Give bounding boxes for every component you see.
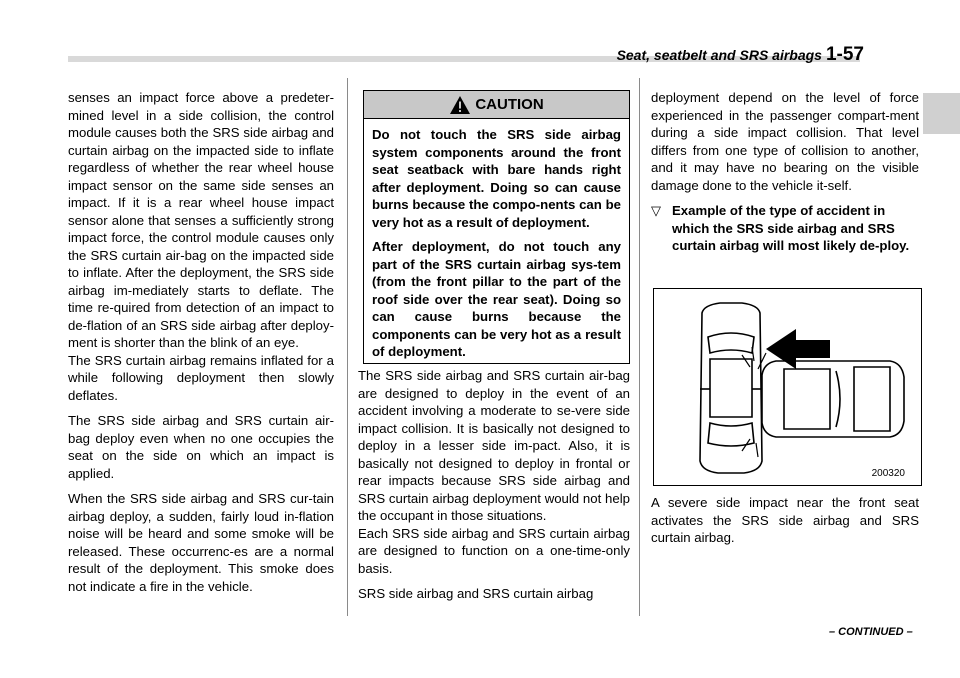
paragraph: A severe side impact near the front seat activates the SRS side airbag and SRS curtain airbag. bbox=[651, 495, 919, 545]
continued-label: – CONTINUED – bbox=[829, 626, 913, 638]
paragraph: When the SRS side airbag and SRS cur-tain airbag deploy, a sudden, fairly loud in-flation noise will be heard and some smoke will be released. These occurrenc-es are a normal result of the deployment. This smoke does not indicate a fire in the vehicle. bbox=[68, 491, 334, 594]
right-column bbox=[651, 89, 919, 263]
triangle-bullet-icon: ▽ bbox=[651, 203, 662, 218]
figure-number: 200320 bbox=[871, 468, 905, 479]
left-column bbox=[68, 89, 334, 603]
caution-paragraph: Do not touch the SRS side airbag system components around the front seat seatback with bare hands right after deployment. Doing so can cause burns because the compo-nents can be very hot as a result of deployment. bbox=[372, 127, 621, 230]
right-column-bottom bbox=[651, 494, 919, 555]
paragraph: The SRS side airbag and SRS curtain air-bag deploy even when no one occupies the seat on the side on which an impact is applied. bbox=[68, 413, 334, 481]
paragraph: SRS side airbag and SRS curtain airbag bbox=[358, 586, 594, 601]
column-divider-left bbox=[347, 78, 348, 616]
caution-heading: CAUTION bbox=[475, 96, 544, 113]
side-impact-illustration bbox=[654, 289, 921, 485]
running-header bbox=[617, 44, 864, 66]
paragraph: The SRS side airbag and SRS curtain air-bag are designed to deploy in the event of an accident involving a moderate to se-vere side impact collision. It is basically not designed to deploy in a lesser side im-pact. Also, it is basically not designed to deploy in frontal or rear impacts because SRS side airbag and SRS curtain airbag deployment would not help the occupant in those situations. bbox=[358, 368, 630, 523]
warning-triangle-icon bbox=[449, 95, 471, 115]
paragraph: The SRS curtain airbag remains inflated for a while following deployment then slowly deflates. bbox=[68, 352, 334, 403]
caution-header bbox=[364, 91, 629, 119]
example-heading-text: Example of the type of accident in which the SRS side airbag and SRS curtain airbag will most likely de-ploy. bbox=[672, 203, 910, 253]
middle-column bbox=[358, 367, 630, 611]
section-title: Seat, seatbelt and SRS airbags bbox=[616, 47, 822, 63]
paragraph: Each SRS side airbag and SRS curtain airbag are designed to function on a one-time-only basis. bbox=[358, 525, 630, 576]
paragraph: deployment depend on the level of force experienced in the passenger compart-ment during a side impact collision. That level differs from one type of collision to another, and it may have no bearing on the visible damage done to the vehicle it-self. bbox=[651, 90, 919, 193]
column-divider-right bbox=[639, 78, 640, 616]
chapter-tab bbox=[923, 93, 960, 134]
side-impact-figure bbox=[653, 288, 922, 486]
caution-paragraph: After deployment, do not touch any part of the SRS curtain airbag sys-tem (from the front pillar to the part of the roof side over the rear seat). Doing so can cause burns because the components can be very hot as a result of deployment. bbox=[372, 239, 621, 359]
page-number: 1-57 bbox=[825, 44, 864, 65]
caution-body bbox=[364, 119, 629, 361]
caution-box bbox=[363, 90, 630, 364]
paragraph: senses an impact force above a predeter-mined level in a side collision, the control module causes both the SRS side airbag and curtain airbag on the impacted side to inflate regardless of whether the rear wheel house impact sensor on the same side senses an impact. If it is a rear wheel house impact sensor alone that senses a sufficiently strong impact force, the control module causes only the SRS curtain air-bag on the impacted side to inflate. After the deployment, the SRS side airbag im-mediately starts to deflate. The time re-quired from detection of an impact to de-flation of an SRS side airbag after deploy-ment is shorter than the blink of an eye. bbox=[68, 90, 334, 350]
example-heading bbox=[651, 202, 919, 255]
